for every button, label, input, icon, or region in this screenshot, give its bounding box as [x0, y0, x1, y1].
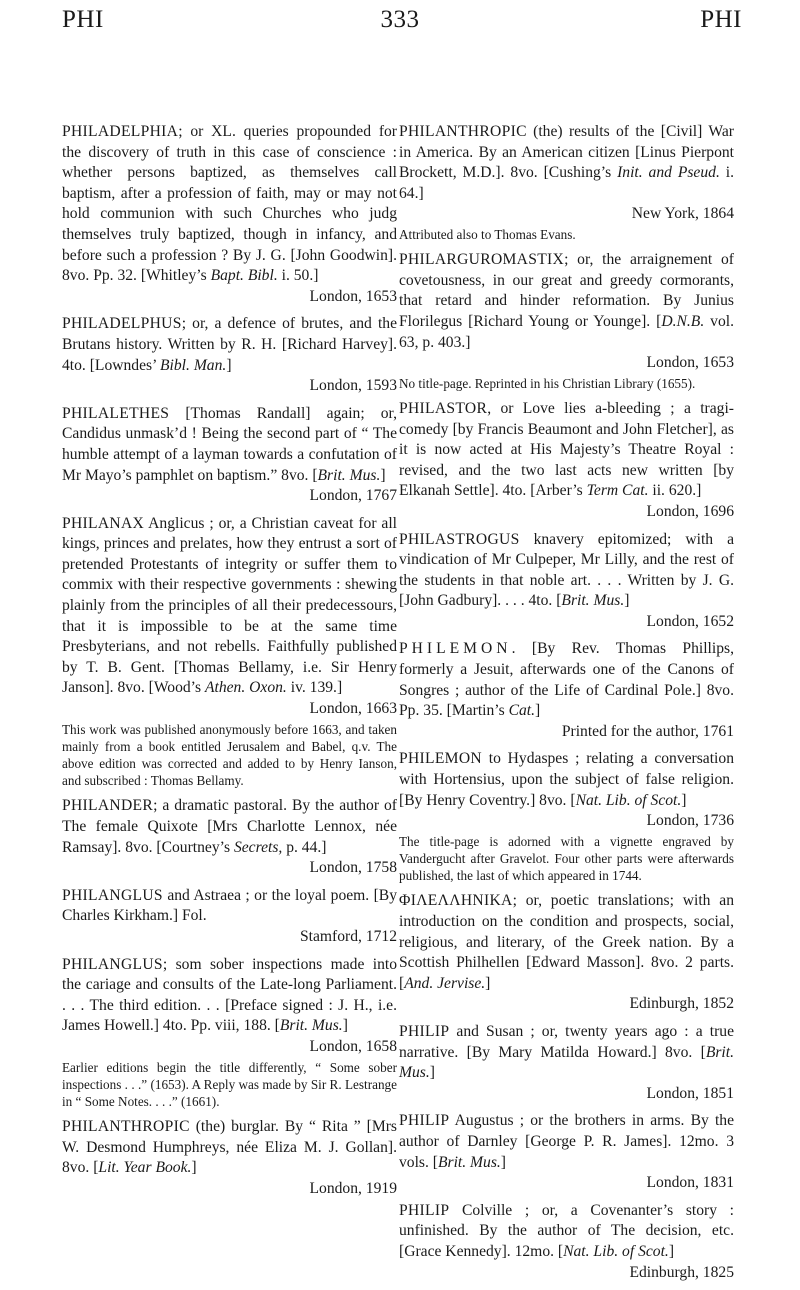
- entry-text: ; or, the arraignement of covetousness, in our great and greedy cormorants, that retard and hinder reformation. By Junius Florilegus [Richard Young or Younge]. [: [399, 251, 734, 330]
- running-head-right: PHI: [700, 6, 742, 33]
- bibliography-entry: [62, 514, 397, 790]
- entry-headword: PHILANTHROPIC: [62, 1118, 190, 1136]
- entry-imprint: London, 1767: [309, 487, 397, 505]
- entry-text: Colville ; or, a Covenanter’s story : unfinished. By the author of The decision, etc. [Grace Kennedy]. 12mo. [: [399, 1201, 734, 1260]
- entry-headword: PHILADELPHUS: [62, 315, 182, 333]
- entry-note: Earlier editions begin the title differently, “ Some sober inspections . . .” (1653). A Reply was made by Sir R. Lestrange in “ Some Notes. . . .” (1661).: [62, 1059, 397, 1109]
- entry-imprint: Stamford, 1712: [299, 928, 397, 945]
- entry-body: [399, 122, 734, 204]
- entry-headword: PHILEMON: [399, 640, 512, 658]
- entry-citation-tail: ]: [681, 791, 687, 809]
- entry-imprint: London, 1919: [309, 1179, 397, 1197]
- entry-imprint: London, 1736: [646, 812, 734, 830]
- entry-headword: PHILANGLUS: [62, 955, 163, 973]
- entry-headword: ΦΙΛΕΛΛΗΝΙΚΑ: [399, 892, 513, 910]
- entry-headword: PHILANDER: [62, 797, 154, 815]
- entry-body: [399, 891, 734, 994]
- entry-body: [399, 639, 734, 721]
- entry-note: The title-page is adorned with a vignette engraved by Vandergucht after Gravelot. Four other parts were afterwards published, the last of which appeared in 1744.: [399, 833, 734, 884]
- bibliography-entry: [62, 955, 397, 1111]
- entry-text: ; or, a defence of brutes, and the Brutans history. Written by R. H. [Richard Harvey]. 4to. [Lowndes’: [62, 315, 397, 374]
- bibliography-entry: [399, 399, 734, 523]
- bibliography-entry: [399, 1201, 734, 1283]
- entry-text: knavery epitomized; with a vindication of Mr Culpeper, Mr Lilly, and the rest of the students in that noble art. . . . Written by J. G. [John Gadbury]. . . . 4to. [: [399, 530, 734, 610]
- entry-text: to Hydaspes ; relating a conversation with Hortensius, upon the subject of false religion. [By Henry Coventry.] 8vo. [: [399, 750, 734, 809]
- entry-imprint: London, 1653: [646, 354, 734, 372]
- entry-imprint: Edinburgh, 1825: [629, 1263, 734, 1281]
- entry-citation: D.N.B.: [661, 312, 705, 330]
- entry-citation-tail: ]: [624, 592, 630, 610]
- entry-citation: Term Cat.: [586, 482, 649, 500]
- running-head-left: PHI: [62, 6, 104, 33]
- entry-citation-tail: ]: [500, 1153, 506, 1171]
- bibliography-entry: [399, 639, 734, 742]
- entry-citation: Bibl. Man.: [160, 356, 227, 374]
- bibliography-entry: [399, 250, 734, 392]
- entry-imprint: London, 1653: [309, 287, 397, 305]
- entry-imprint: London, 1758: [309, 859, 397, 877]
- entry-citation: Brit. Mus.: [561, 592, 625, 610]
- entry-citation-tail: ii. 620.]: [648, 482, 702, 500]
- entry-citation-tail: ]: [485, 974, 491, 992]
- entry-headword: PHILIP: [399, 1022, 450, 1040]
- entry-note: Attributed also to Thomas Evans.: [399, 226, 576, 242]
- entry-citation: Nat. Lib. of Scot.: [575, 791, 682, 809]
- entry-body: [399, 749, 734, 811]
- entry-citation: Init. and Pseud.: [617, 164, 720, 182]
- entry-citation: And. Jervise.: [404, 974, 486, 992]
- bibliography-entry: [399, 749, 734, 884]
- entry-headword: PHILEMON: [399, 750, 482, 768]
- entry-text: [Thomas Randall] again; or, Candidus unmask’d ! Being the second part of “ The humble attempt of a layman towards a confutation of Mr Mayo’s pamphlet on baptism.” 8vo. [: [62, 404, 397, 484]
- entry-citation-tail: ]: [226, 356, 232, 374]
- entry-text: (the) burglar. By “ Rita ” [Mrs W. Desmond Humphreys, née Eliza M. J. Gollan]. 8vo. [: [62, 1118, 397, 1177]
- entry-imprint: London, 1652: [646, 612, 734, 630]
- entry-body: [399, 1201, 734, 1263]
- entry-text: Augustus ; or the brothers in arms. By the author of Darnley [George P. R. James]. 12mo. 3 vols. [: [399, 1112, 734, 1171]
- entry-citation-tail: ]: [380, 466, 386, 484]
- entry-text: ; som sober inspections made into the cariage and consults of the Late-long Parliament. . . . The third edition. . . [Preface signed : J. H., i.e. James Howell.] 4to. Pp. viii, 188. [: [62, 955, 397, 1035]
- bibliography-entry: [62, 886, 397, 948]
- entry-citation-tail: ]: [429, 1064, 435, 1082]
- entry-body: [62, 1117, 397, 1179]
- entry-citation: Brit. Mus.: [437, 1153, 501, 1171]
- entry-text: ; a dramatic pastoral. By the author of The female Quixote [Mrs Charlotte Lennox, née Ramsay]. 8vo. [Courtney’s: [62, 797, 397, 856]
- entry-imprint: London, 1851: [646, 1084, 734, 1102]
- entry-body: [62, 314, 397, 376]
- entry-body: [399, 250, 734, 353]
- page-header: [0, 6, 800, 46]
- entry-headword: PHILIP: [399, 1112, 450, 1130]
- entry-citation-tail: ]: [535, 702, 541, 720]
- bibliography-entry: [399, 530, 734, 633]
- entry-body: [62, 886, 397, 927]
- entry-text: , or Love lies a-bleeding ; a tragi-comedy [by Francis Beaumont and John Fletcher], as it is now acted at His Majesty’s Theatre Royal : revised, and the two last acts new written [by Elkanah Settle]. 4to. [Arber’s: [399, 399, 734, 500]
- entry-body: [62, 404, 397, 486]
- right-column: [399, 122, 734, 1290]
- entry-body: [62, 122, 397, 287]
- bibliography-entry: [62, 122, 397, 307]
- entry-citation: Bapt. Bibl.: [210, 267, 278, 285]
- entry-text: (the) results of the [Civil] War in America. By an American citizen [Linus Pierpont Brockett, M.D.]. 8vo. [Cushing’s: [399, 123, 734, 182]
- entry-citation: Athen. Oxon.: [204, 679, 287, 697]
- entry-text: and Susan ; or, twenty years ago : a true narrative. [By Mary Matilda Howard.] 8vo. [: [399, 1022, 734, 1061]
- entry-imprint: London, 1663: [309, 700, 397, 718]
- bibliography-entry: [62, 314, 397, 396]
- entry-citation: Brit. Mus.: [399, 1043, 734, 1082]
- entry-text: ; or, poetic translations; with an introduction on the condition and prospects, social, religious, and literary, of the Greek nation. By a Scottish Philhellen [Edward Masson]. 8vo. 2 parts. [: [399, 892, 734, 992]
- entry-headword: PHILANAX: [62, 514, 145, 532]
- entry-citation-tail: p. 44.]: [282, 838, 327, 856]
- entry-citation-tail: ]: [191, 1159, 197, 1177]
- entry-note: No title-page. Reprinted in his Christian Library (1655).: [399, 375, 696, 391]
- bibliography-entry: [62, 1117, 397, 1199]
- entry-headword: PHILASTOR: [399, 399, 488, 417]
- entry-body: [399, 530, 734, 612]
- bibliography-entry: [62, 404, 397, 507]
- entry-body: [399, 1111, 734, 1173]
- entry-text: ; or XL. queries propounded for the discovery of truth in this case of conscience : whether persons baptized, as themselves call baptism, after a profession of faith, may or may not hold communion with such Churches who judg themselves truly baptized, though in infancy, and before such a profession ? By J. G. [John Goodwin]. 8vo. Pp. 32. [Whitley’s: [62, 123, 397, 285]
- entry-citation-tail: vol. 63, p. 403.]: [399, 312, 734, 351]
- entry-body: [62, 514, 397, 699]
- entry-headword: PHILADELPHIA: [62, 123, 179, 140]
- left-column: [62, 122, 397, 1207]
- entry-imprint: London, 1658: [309, 1037, 397, 1055]
- entry-citation: Lit. Year Book.: [98, 1159, 192, 1177]
- entry-headword: PHILASTROGUS: [399, 530, 520, 548]
- bibliography-entry: [399, 1111, 734, 1193]
- entry-body: [62, 796, 397, 858]
- entry-note: This work was published anonymously before 1663, and taken mainly from a book entitled Jerusalem and Babel, q.v. The above edition was corrected and added to by Henry Ianson, and subscribed : Thomas Bellamy.: [62, 721, 397, 789]
- bibliography-entry: [399, 1022, 734, 1104]
- entry-citation: Cat.: [508, 702, 536, 720]
- page-number: 333: [380, 6, 420, 33]
- entry-body: [62, 955, 397, 1037]
- entry-imprint: London, 1831: [646, 1174, 734, 1192]
- entry-imprint: New York, 1864: [631, 205, 734, 223]
- entry-citation: Nat. Lib. of Scot.: [563, 1242, 669, 1260]
- bibliography-entry: [62, 796, 397, 878]
- entry-body: [399, 399, 734, 502]
- entry-citation-tail: ]: [668, 1242, 675, 1260]
- entry-citation: Secrets,: [233, 838, 283, 856]
- entry-imprint: London, 1696: [646, 502, 734, 520]
- entry-citation: Brit. Mus.: [279, 1017, 343, 1035]
- bibliography-entry: [399, 891, 734, 1015]
- entry-imprint: London, 1593: [309, 377, 397, 395]
- entry-headword: PHILALETHES: [62, 404, 170, 422]
- entry-headword: PHILIP: [399, 1201, 450, 1219]
- entry-headword: PHILANTHROPIC: [399, 123, 527, 140]
- entry-citation: Brit. Mus.: [317, 466, 381, 484]
- entry-headword: PHILARGUROMASTIX: [399, 251, 565, 269]
- entry-citation-tail: ]: [342, 1017, 348, 1035]
- entry-citation-tail: i. 64.]: [399, 164, 734, 202]
- entry-text: Anglicus ; or, a Christian caveat for all kings, princes and prelates, how they entrust a sort of pretended Protestants of integrity or suffer them to commix with their respective governments : shewing plainly from the principles of all their predecessours, that it is impossible to be at the same time Presbyterians, and not rebells. Faithfully published by T. B. Gent. [Thomas Bellamy, i.e. Sir Henry Janson]. 8vo. [Wood’s: [62, 514, 397, 697]
- entry-headword: PHILANGLUS: [62, 886, 163, 904]
- entry-text: and Astraea ; or the loyal poem. [By Charles Kirkham.] Fol.: [62, 886, 397, 925]
- entry-body: [399, 1022, 734, 1084]
- bibliography-entry: [399, 122, 734, 243]
- entry-citation-tail: i. 50.]: [277, 267, 319, 285]
- entry-citation-tail: iv. 139.]: [286, 679, 343, 697]
- entry-imprint: Edinburgh, 1852: [629, 995, 734, 1013]
- entry-text: . [By Rev. Thomas Phillips, formerly a Jesuit, afterwards one of the Canons of Songres ; author of the Life of Cardinal Pole.] 8vo. Pp. 35. [Martin’s: [399, 640, 734, 720]
- entry-imprint: Printed for the author, 1761: [561, 722, 734, 740]
